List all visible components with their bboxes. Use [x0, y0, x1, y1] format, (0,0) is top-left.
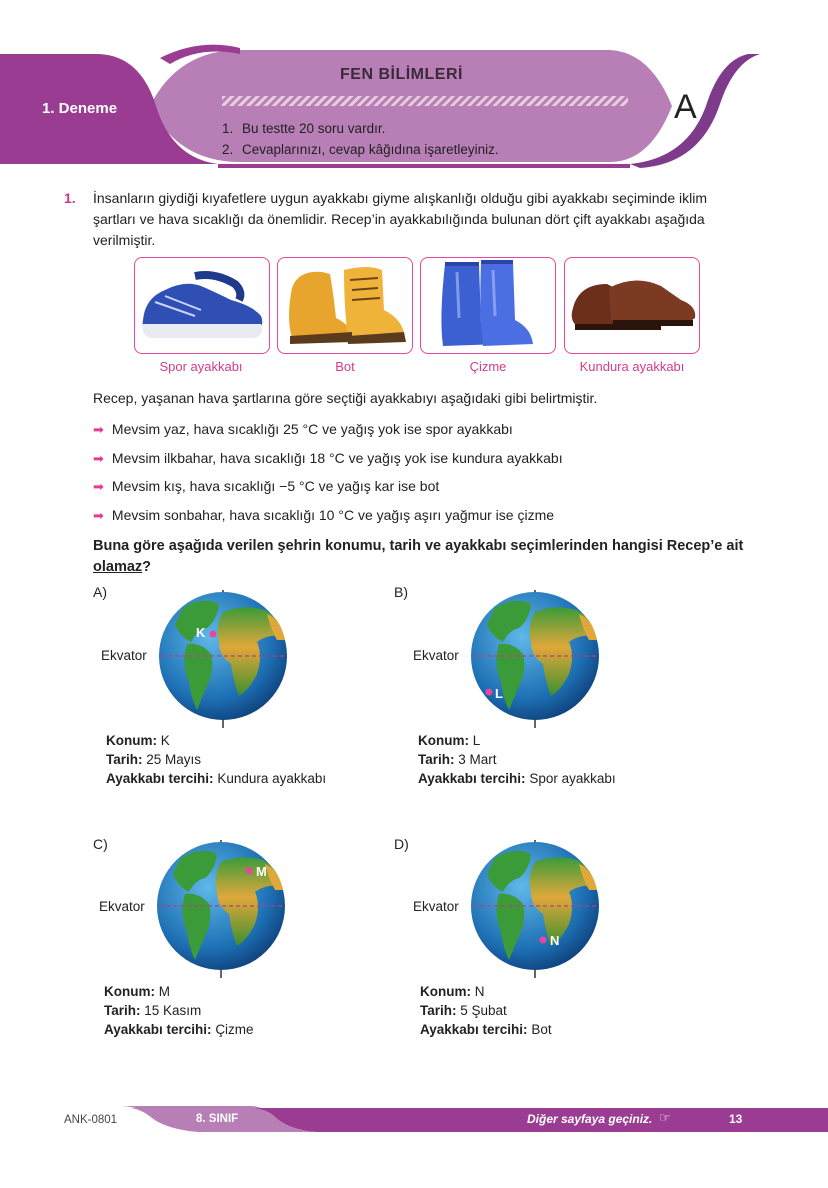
next-page-text: Diğer sayfaya geçiniz. [527, 1112, 653, 1126]
rule-item: ➡ Mevsim sonbahar, hava sıcaklığı 10 °C ve yağış aşırı yağmur ise çizme [93, 507, 555, 523]
option-info: Konum: L Tarih: 3 Mart Ayakkabı tercihi: Spor ayakkabı [418, 733, 616, 786]
shoe-caption: Spor ayakkabı [159, 359, 243, 374]
option-letter: B) [394, 584, 408, 600]
rain-boot-icon [421, 258, 555, 353]
arrow-icon: ➡ [93, 479, 104, 494]
location-marker-l [486, 689, 493, 696]
question-text: İnsanların giydiği kıyafetlere uygun ayakkabı giyme alışkanlığı olduğu gibi ayakkabı seçiminde iklim şartları ve hava sıcaklığı da önemlidir. Recep’in ayakkabılığında bulunan dört çift ayakkabı aşağıda verilmiştir. [93, 190, 707, 248]
marker-label: K [196, 625, 206, 640]
test-name: 1. Deneme [42, 100, 118, 117]
footer-bar [0, 1104, 828, 1136]
globe-d [469, 840, 603, 980]
location-marker-n [540, 937, 547, 944]
rule-item: ➡ Mevsim ilkbahar, hava sıcaklığı 18 °C ve yağış yok ise kundura ayakkabı [93, 450, 563, 466]
marker-label: M [256, 864, 267, 879]
question-number: 1. [64, 190, 76, 206]
option-letter: C) [93, 836, 108, 852]
globe-c [155, 840, 289, 980]
equator-label: Ekvator [101, 648, 147, 663]
question-prompt: Buna göre aşağıda verilen şehrin konumu, tarih ve ayakkabı seçimlerinden hangisi Recep’e ait olamaz? [93, 538, 744, 575]
rules-intro: Recep, yaşanan hava şartlarına göre seçtiği ayakkabıyı aşağıdaki gibi belirtmiştir. [93, 390, 598, 406]
booklet-code: ANK-0801 [64, 1114, 118, 1126]
rain-boot-image-frame [420, 257, 556, 354]
marker-label: N [550, 933, 560, 948]
option-info: Konum: N Tarih: 5 Şubat Ayakkabı tercihi: Bot [420, 984, 552, 1037]
sneaker-icon [135, 258, 269, 353]
option-letter: D) [394, 836, 409, 852]
arrow-icon: ➡ [93, 422, 104, 437]
arrow-icon: ➡ [93, 508, 104, 523]
header-hatch [222, 96, 628, 106]
equator-label: Ekvator [413, 899, 459, 914]
test-rule: 2. Cevaplarınızı, cevap kâğıdına işaretleyiniz. [222, 142, 499, 157]
arrow-icon: ➡ [93, 451, 104, 466]
shoe-caption: Bot [335, 359, 355, 374]
globe-b [469, 590, 603, 730]
option-info: Konum: K Tarih: 25 Mayıs Ayakkabı tercihi: Kundura ayakkabı [106, 733, 327, 786]
pointing-hand-icon: ☞ [659, 1110, 671, 1125]
subject-title: FEN BİLİMLERİ [340, 66, 463, 83]
marker-label: L [495, 686, 503, 701]
dress-shoe-image-frame [564, 257, 700, 354]
test-rules [222, 118, 499, 160]
option-info: Konum: M Tarih: 15 Kasım Ayakkabı tercihi: Çizme [104, 984, 254, 1037]
rule-item: ➡ Mevsim yaz, hava sıcaklığı 25 °C ve yağış yok ise spor ayakkabı [93, 421, 513, 437]
equator-label: Ekvator [99, 899, 145, 914]
location-marker-m [246, 868, 253, 875]
boot-icon [278, 258, 412, 353]
location-marker-k [210, 631, 217, 638]
test-rule: 1. Bu testte 20 soru vardır. [222, 121, 386, 136]
globe-a [157, 590, 291, 730]
grade-label: 8. SINIF [196, 1113, 239, 1125]
option-letter: A) [93, 584, 107, 600]
shoe-caption: Kundura ayakkabı [579, 359, 685, 374]
page-number: 13 [729, 1112, 743, 1126]
sneaker-image-frame [134, 257, 270, 354]
shoe-caption: Çizme [469, 359, 507, 374]
boot-image-frame [277, 257, 413, 354]
equator-label: Ekvator [413, 648, 459, 663]
booklet-letter: A [674, 88, 697, 126]
dress-shoe-icon [565, 258, 699, 353]
rule-item: ➡ Mevsim kış, hava sıcaklığı −5 °C ve yağış kar ise bot [93, 478, 440, 494]
